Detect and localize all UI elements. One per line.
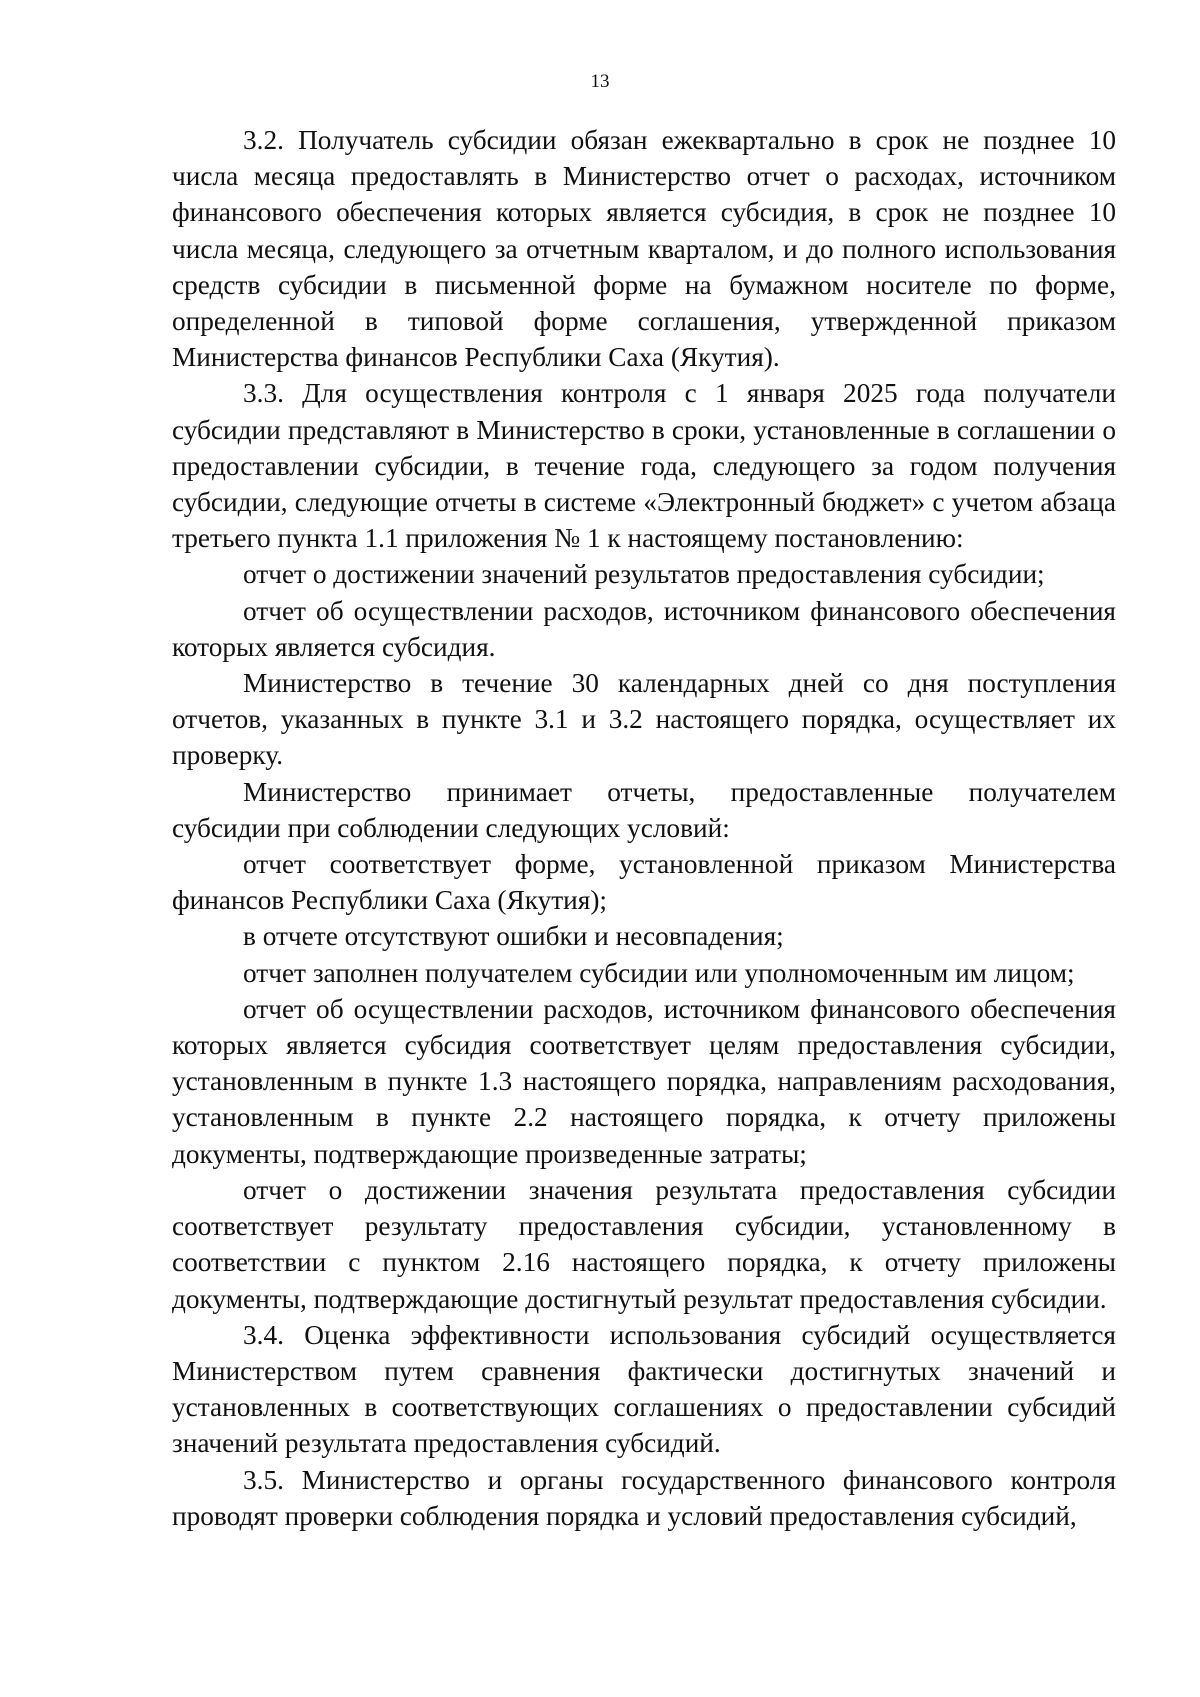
- paragraph-condition-filled: отчет заполнен получателем субсидии или уполномоченным им лицом;: [243, 957, 1075, 988]
- paragraph-3-4: 3.4. Оценка эффективности использования субсидий осуществляется Министерством путем сравнения фактически достигнутых значений и установленных в соответствующих соглашениях о предоставлении субсидий значений результата предоставления субсидий.: [172, 1319, 1116, 1459]
- page-number: 13: [590, 71, 610, 92]
- paragraph-report-expenses: отчет об осуществлении расходов, источником финансового обеспечения которых является субсидия.: [172, 595, 1116, 662]
- paragraph-ministry-accepts: Министерство принимает отчеты, предоставленные получателем субсидии при соблюдении следующих условий:: [172, 776, 1116, 843]
- paragraph-ministry-check: Министерство в течение 30 календарных дней со дня поступления отчетов, указанных в пункте 3.1 и 3.2 настоящего порядка, осуществляет их проверку.: [172, 668, 1116, 771]
- paragraph-condition-form: отчет соответствует форме, установленной приказом Министерства финансов Республики Саха (Якутия);: [172, 849, 1116, 916]
- paragraph-condition-expenses: отчет об осуществлении расходов, источником финансового обеспечения которых является субсидия соответствует целям предоставления субсидии, установленным в пункте 1.3 настоящего порядка, направлениям расходования, установленным в пункте 2.2 настоящего порядка, к отчету приложены документы, подтверждающие произведенные затраты;: [172, 993, 1116, 1169]
- paragraph-condition-no-errors: в отчете отсутствуют ошибки и несовпадения;: [243, 921, 784, 952]
- paragraph-report-results: отчет о достижении значений результатов предоставления субсидии;: [243, 559, 1045, 590]
- paragraph-3-2: 3.2. Получатель субсидии обязан ежеквартально в срок не позднее 10 числа месяца предоставлять в Министерство отчет о расходах, источником финансового обеспечения которых является субсидия, в срок не позднее 10 числа месяца, следующего за отчетным кварталом, и до полного использования средств субсидии в письменной форме на бумажном носителе по форме, определенной в типовой форме соглашения, утвержденной приказом Министерства финансов Республики Саха (Якутия).: [172, 125, 1116, 373]
- paragraph-condition-result: отчет о достижении значения результата предоставления субсидии соответствует результату предоставления субсидии, установленному в соответствии с пунктом 2.16 настоящего порядка, к отчету приложены документы, подтверждающие достигнутый результат предоставления субсидии.: [172, 1174, 1116, 1314]
- paragraph-3-3: 3.3. Для осуществления контроля с 1 января 2025 года получатели субсидии представляют в Министерство в сроки, установленные в соглашении о предоставлении субсидии, в течение года, следующего за годом получения субсидии, следующие отчеты в системе «Электронный бюджет» с учетом абзаца третьего пункта 1.1 приложения № 1 к настоящему постановлению:: [172, 378, 1116, 554]
- paragraph-3-5: 3.5. Министерство и органы государственного финансового контроля проводят проверки соблюдения порядка и условий предоставления субсидий,: [172, 1464, 1116, 1531]
- document-body: [172, 122, 1116, 1534]
